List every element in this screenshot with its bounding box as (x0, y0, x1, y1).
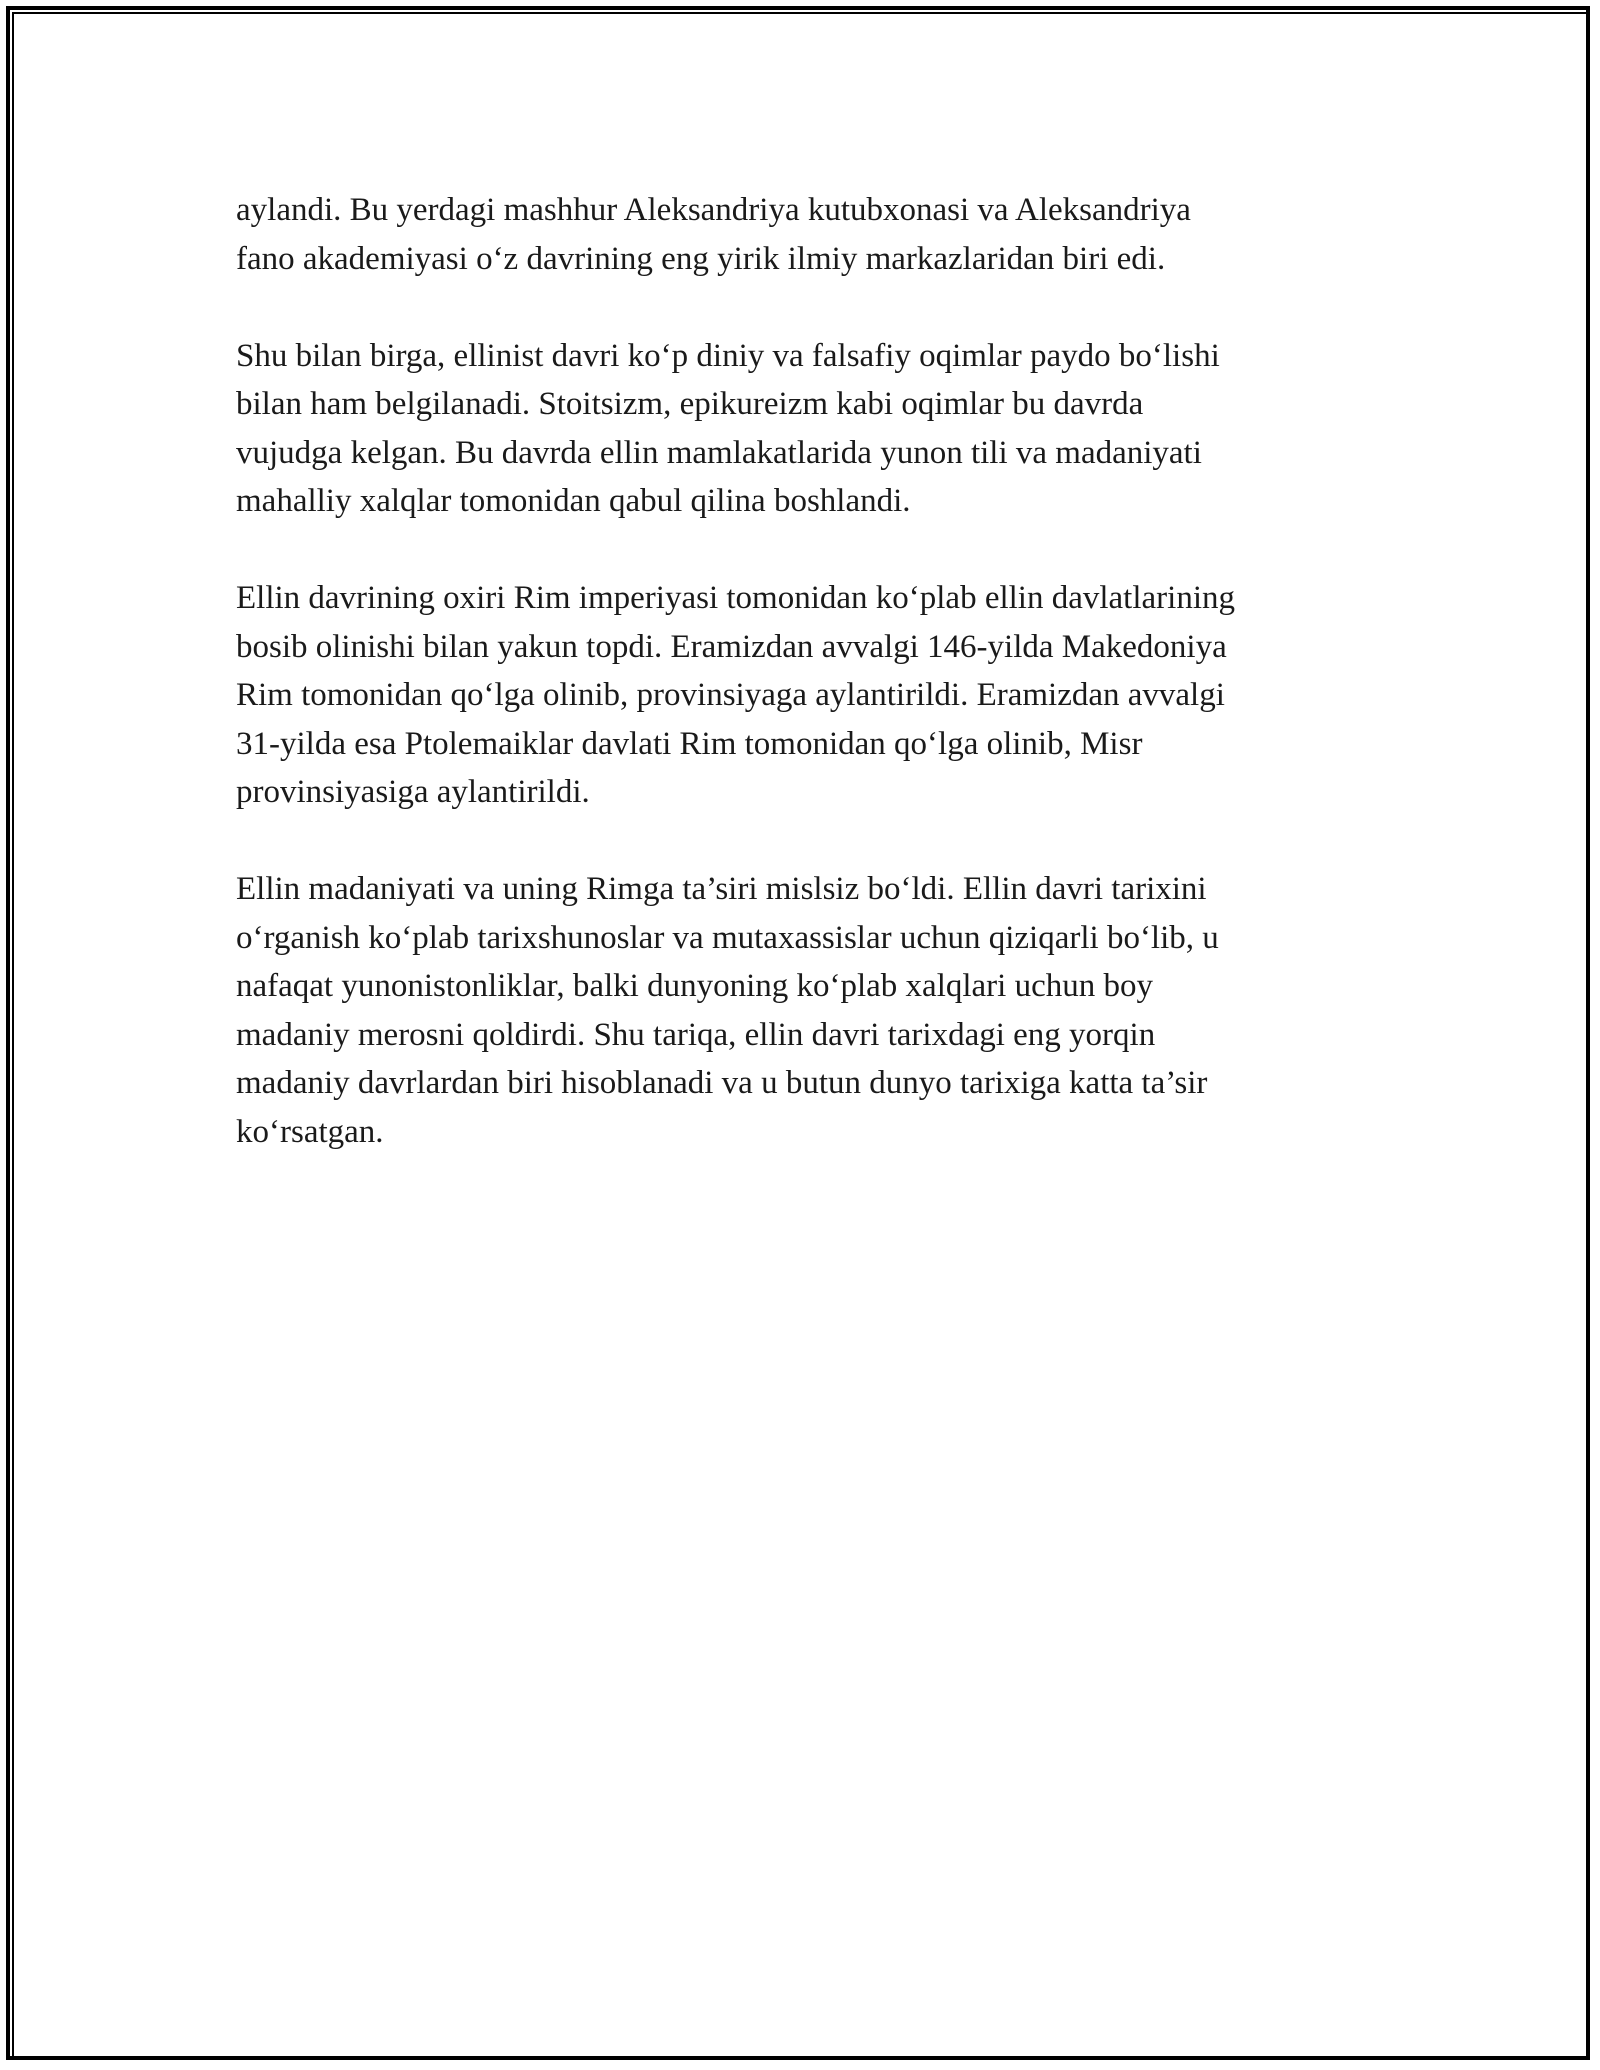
text-line: Ellin davrining oxiri Rim imperiyasi tomonidan ko‘plab ellin davlatlarining (236, 580, 1235, 616)
text-line: madaniy merosni qoldirdi. Shu tariqa, ellin davri tarixdagi eng yorqin (236, 1016, 1156, 1053)
text-line: ko‘rsatgan. (236, 1113, 384, 1150)
document-body (236, 186, 1356, 1205)
text-line: Shu bilan birga, ellinist davri ko‘p diniy va falsafiy oqimlar paydo bo‘lishi (236, 337, 1220, 374)
paragraph-4 (236, 865, 1356, 1156)
paragraph-2 (236, 332, 1356, 526)
text-line: 31-yilda esa Ptolemaiklar davlati Rim tomonidan qo‘lga olinib, Misr (236, 725, 1143, 762)
text-line: provinsiyasiga aylantirildi. (236, 774, 590, 810)
text-line: Rim tomonidan qo‘lga olinib, provinsiyaga aylantirildi. Eramizdan avvalgi (236, 677, 1225, 713)
text-line: bosib olinishi bilan yakun topdi. Eramizdan avvalgi 146-yilda Makedoniya (236, 628, 1227, 665)
text-line: mahalliy xalqlar tomonidan qabul qilina boshlandi. (236, 483, 911, 519)
paragraph-1 (236, 186, 1356, 283)
text-line: fano akademiyasi o‘z davrining eng yirik ilmiy markazlaridan biri edi. (236, 240, 1166, 277)
text-line: nafaqat yunonistonliklar, balki dunyoning ko‘plab xalqlari uchun boy (236, 968, 1153, 1004)
text-line: Ellin madaniyati va uning Rimga ta’siri mislsiz bo‘ldi. Ellin davri tarixini (236, 871, 1207, 907)
paragraph-3 (236, 574, 1356, 817)
text-line: aylandi. Bu yerdagi mashhur Aleksandriya kutubxonasi va Aleksandriya (236, 192, 1191, 228)
text-line: o‘rganish ko‘plab tarixshunoslar va mutaxassislar uchun qiziqarli bo‘lib, u (236, 919, 1219, 956)
text-line: bilan ham belgilanadi. Stoitsizm, epikureizm kabi oqimlar bu davrda (236, 386, 1144, 422)
text-line: vujudga kelgan. Bu davrda ellin mamlakatlarida yunon tili va madaniyati (236, 434, 1202, 471)
text-line: madaniy davrlardan biri hisoblanadi va u butun dunyo tarixiga katta ta’sir (236, 1065, 1208, 1101)
